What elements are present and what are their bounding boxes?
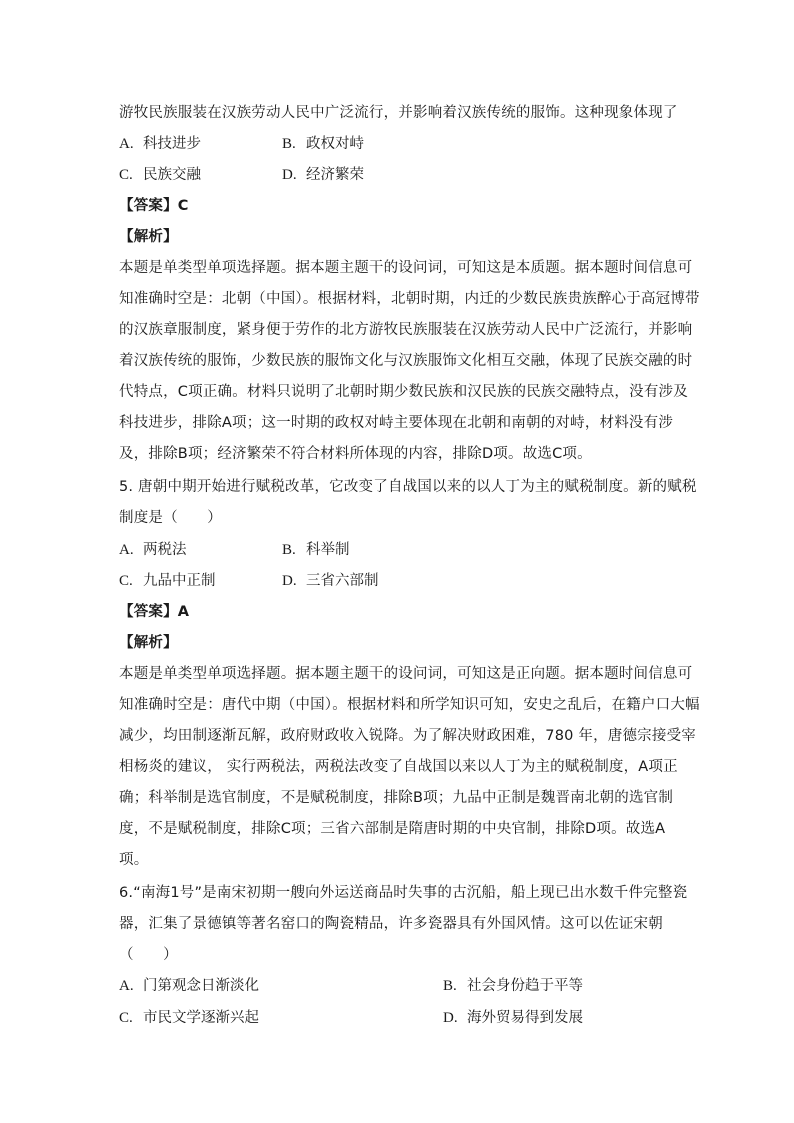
option-text: 政权对峙 (306, 136, 364, 152)
option-letter: C. (119, 167, 133, 183)
option-text: 民族交融 (143, 167, 201, 183)
option-text: 门第观念日渐淡化 (143, 978, 259, 994)
q4-analysis-line: 知准确时空是：北朝（中国）。根据材料，北朝时期，内迁的少数民族贵族醉心于高冠博带 (119, 291, 700, 307)
q5-analysis-line: 减少，均田制逐渐瓦解，政府财政收入锐降。为了解决财政困难，780 年，唐德宗接受宰 (119, 728, 696, 744)
q5-option-b (282, 540, 350, 560)
option-text: 经济繁荣 (306, 167, 364, 183)
q5-analysis-line: 度，不是赋税制度，排除C项；三省六部制是隋唐时期的中央官制，排除D项。故选A (119, 821, 666, 837)
q4-analysis-line: 代特点，C项正确。材料只说明了北朝时期少数民族和汉民族的民族交融特点，没有涉及 (119, 384, 688, 400)
option-letter: D. (443, 1010, 458, 1026)
option-letter: B. (443, 978, 457, 994)
q5-analysis-line: 项。 (119, 852, 149, 868)
q5-analysis-heading: 【解析】 (119, 635, 178, 651)
q4-option-b (282, 134, 364, 154)
q5-analysis-line: 本题是单类型单项选择题。据本题主题干的设问词，可知这是正向题。据本题时间信息可 (119, 666, 693, 682)
q4-option-a (119, 134, 201, 154)
option-letter: B. (282, 136, 296, 152)
q5-analysis-line: 确；科举制是选官制度，不是赋税制度，排除B项；九品中正制是魏晋南北朝的选官制 (119, 790, 674, 806)
question-5-stem: 制度是（ ） (119, 510, 222, 526)
question-4-stem-tail: 游牧民族服装在汉族劳动人民中广泛流行，并影响着汉族传统的服饰。这种现象体现了 (119, 105, 678, 121)
q4-option-c (119, 165, 201, 185)
q5-option-c (119, 571, 216, 591)
option-letter: A. (119, 136, 134, 152)
option-text: 三省六部制 (306, 573, 379, 589)
q6-option-a (119, 976, 259, 996)
option-letter: C. (119, 573, 133, 589)
question-6-stem: 器，汇集了景德镇等著名窑口的陶瓷精品，许多瓷器具有外国风情。这可以佐证宋朝 (119, 916, 663, 932)
q5-answer: 【答案】A (119, 604, 190, 620)
option-text: 九品中正制 (143, 573, 216, 589)
q4-answer: 【答案】C (119, 198, 189, 214)
q5-analysis-line: 知准确时空是：唐代中期（中国）。根据材料和所学知识可知，安史之乱后，在籍户口大幅 (119, 697, 700, 713)
option-text: 两税法 (143, 542, 187, 558)
option-text: 市民文学逐渐兴起 (143, 1010, 259, 1026)
option-text: 社会身份趋于平等 (467, 978, 583, 994)
option-letter: C. (119, 1010, 133, 1026)
option-letter: D. (282, 167, 297, 183)
q4-analysis-line: 及，排除B项；经济繁荣不符合材料所体现的内容，排除D项。故选C项。 (119, 446, 592, 462)
option-letter: B. (282, 542, 296, 558)
option-letter: A. (119, 542, 134, 558)
q4-analysis-line: 着汉族传统的服饰，少数民族的服饰文化与汉族服饰文化相互交融，体现了民族交融的时 (119, 353, 693, 369)
q5-option-d (282, 571, 379, 591)
q6-option-d (443, 1008, 583, 1028)
question-6-stem: （ ） (119, 947, 178, 963)
q5-option-a (119, 540, 187, 560)
q4-analysis-line: 本题是单类型单项选择题。据本题主题干的设问词，可知这是本质题。据本题时间信息可 (119, 260, 693, 276)
option-letter: D. (282, 573, 297, 589)
option-letter: A. (119, 978, 134, 994)
q5-analysis-line: 相杨炎的建议， 实行两税法，两税法改变了自战国以来以人丁为主的赋税制度，A项正 (119, 759, 678, 775)
option-text: 科技进步 (143, 136, 201, 152)
q4-option-d (282, 165, 364, 185)
q4-analysis-line: 的汉族章服制度，紧身便于劳作的北方游牧民族服装在汉族劳动人民中广泛流行，并影响 (119, 322, 693, 338)
question-6-stem: 6.“南海1号”是南宋初期一艘向外运送商品时失事的古沉船，船上现已出水数千件完整瓷 (119, 885, 688, 901)
q6-option-b (443, 976, 583, 996)
q6-option-c (119, 1008, 259, 1028)
q4-analysis-line: 科技进步，排除A项；这一时期的政权对峙主要体现在北朝和南朝的对峙，材料没有涉 (119, 415, 674, 431)
q4-analysis-heading: 【解析】 (119, 229, 178, 245)
option-text: 科举制 (306, 542, 350, 558)
question-5-stem: 5. 唐朝中期开始进行赋税改革，它改变了自战国以来的以人丁为主的赋税制度。新的赋税 (119, 479, 697, 495)
option-text: 海外贸易得到发展 (467, 1010, 583, 1026)
